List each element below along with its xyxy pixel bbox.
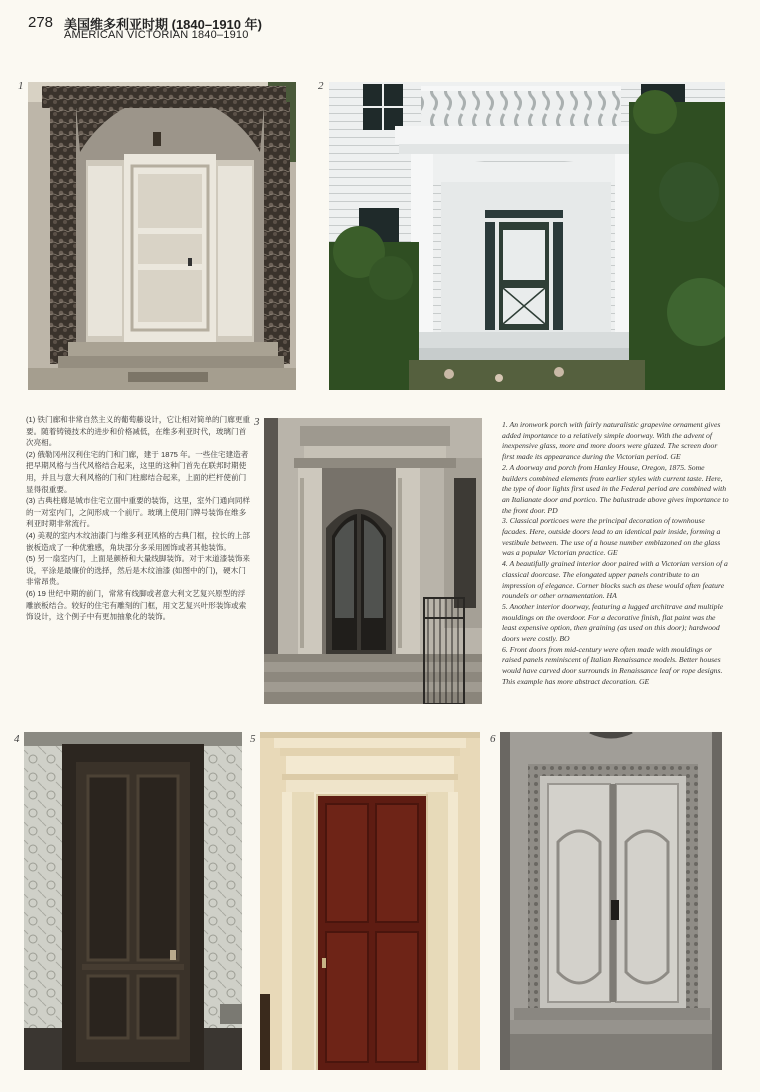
caption-cn-1: (1) 铁门廊和非常自然主义的葡萄藤设计，它让相对简单的门廊更重要。随着铸镜技术的进步和价格减低，在维多利亚时代，玻璃门首次亮相。	[26, 415, 251, 448]
caption-en-2: 2. A doorway and porch from Hanley House, Oregon, 1875. Some builders combined elements from earlier styles with current taste. Here, the type of door lights first used in the Federal period are combined with an Italianate door and portico. The balustrade above gives importance to the front door. PD	[502, 462, 729, 515]
photo-mid-century-front-doors	[500, 732, 722, 1070]
caption-en-5: 5. Another interior doorway, featuring a lugged architrave and multiple mouldings on the overdoor. For a decorative finish, flat paint was the least expensive option, then graining (as used on this door); hardwood doors were costly. BO	[502, 601, 723, 644]
figure-number-1: 1	[18, 80, 24, 92]
chapter-title-en: AMERICAN VICTORIAN 1840–1910	[64, 29, 249, 41]
caption-en-1: 1. An ironwork porch with fairly naturalistic grapevine ornament gives added importance to a relatively simple doorway. With the advent of inexpensive glass, more and more doors were glazed. The screen door first made its appearance during the Victorian period. GE	[502, 420, 721, 462]
figure-number-5: 5	[250, 733, 256, 745]
figure-number-2: 2	[318, 80, 324, 92]
photo-hanley-house-porch	[329, 82, 725, 390]
figure-number-4: 4	[14, 733, 20, 745]
figure-number-6: 6	[490, 733, 496, 745]
photo-lugged-architrave-doorway	[260, 732, 480, 1070]
caption-cn-6: (6) 19 世纪中期的前门，常常有线脚或者意大利文艺复兴原型的浮雕嵌板结合。较好的住宅有雕刻的门框，用文艺复兴叶形装饰或索饰设计，这个例子中有更加抽象化的装饰。	[26, 588, 247, 622]
photo-townhouse-portico	[264, 418, 482, 704]
caption-cn-2: (2) 俄勒冈州汉利住宅的门和门廊，建于 1875 年。一些住宅建造者把早期风格与当代风格结合起来，这里的这种门首先在联邦时期使用，并且与意大利风格的门和门柱廊结合起来，上面的栏杆使前门显得很重要。	[26, 449, 249, 494]
caption-cn-5: (5) 另一扇室内门，上面是颜桥和大量线脚装饰。对于末道漆装饰来说，平涂是最廉价的选择，然后是木纹油漆 (如图中的门)，硬木门非常昂贵。	[26, 554, 251, 587]
caption-cn-3: (3) 古典柱廊是城市住宅立面中重要的装饰，这里，室外门通向同样的一对室内门，之间形成一个前厅。玻璃上使用门牌号装饰在维多利亚时期非常流行。	[26, 496, 251, 529]
caption-cn-4: (4) 美观的室内木纹油漆门与维多利亚风格的古典门框，拉长的上部嵌板造成了一种优雅感，角块部分多采用圆饰或者其他装饰。	[26, 530, 251, 552]
caption-en-4: 4. A beautifully grained interior door paired with a Victorian version of a classical doorcase. The elongated upper panels contribute to an impression of elegance. Corner blocks such as these would often feature roundels or other ornamentation. HA	[502, 559, 728, 601]
photo-grained-interior-door	[24, 732, 242, 1070]
captions-cn	[26, 414, 250, 623]
caption-en-6: 6. Front doors from mid-century were often made with mouldings or raised panels reminiscent of Italian Renaissance models. Better houses would have carved door surrounds in Renaissance leaf or rope designs. This example has more abstract decoration. GE	[502, 644, 723, 686]
chapter-title-cn: 美国维多利亚时期 (1840–1910 年)	[64, 17, 262, 32]
photo-ironwork-porch	[28, 82, 296, 390]
figure-number-3: 3	[254, 416, 260, 428]
page-number: 278	[28, 14, 54, 31]
captions-en	[502, 420, 730, 688]
caption-en-3: 3. Classical porticoes were the principal decoration of townhouse facades. Here, outside doors lead to an identical pair inside, forming a vestibule between. The use of a house number emblazoned on the glass was a popular Victorian practice. GE	[502, 516, 721, 558]
